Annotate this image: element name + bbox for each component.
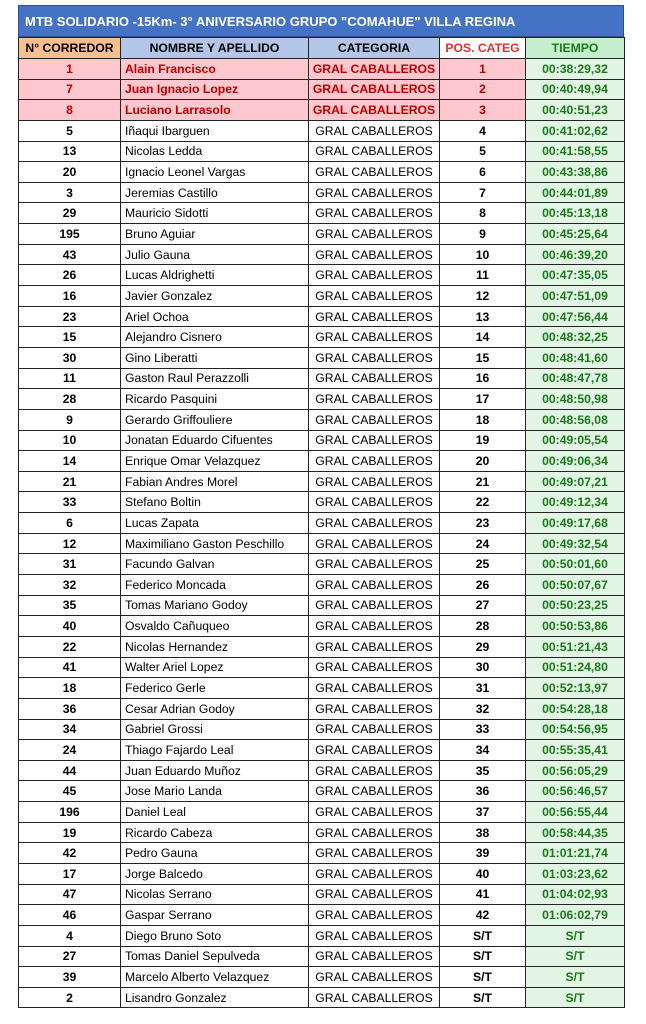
runner-number: 45	[19, 781, 121, 802]
runner-position: 18	[440, 409, 526, 430]
table-row	[19, 987, 625, 1008]
table-row	[19, 698, 625, 719]
runner-category: GRAL CABALLEROS	[309, 636, 440, 657]
runner-position: 39	[440, 843, 526, 864]
table-row	[19, 430, 625, 451]
runner-name: Nicolas Ledda	[121, 141, 309, 162]
runner-time: 00:56:05,29	[526, 760, 625, 781]
table-row	[19, 451, 625, 472]
runner-category: GRAL CABALLEROS	[309, 224, 440, 245]
runner-category: GRAL CABALLEROS	[309, 492, 440, 513]
runner-time: 00:49:05,54	[526, 430, 625, 451]
runner-time: 00:52:13,97	[526, 678, 625, 699]
runner-number: 46	[19, 905, 121, 926]
runner-number: 40	[19, 616, 121, 637]
table-row	[19, 162, 625, 183]
runner-time: 00:43:38,86	[526, 162, 625, 183]
runner-position: 4	[440, 120, 526, 141]
runner-category: GRAL CABALLEROS	[309, 884, 440, 905]
runner-time: 00:44:01,89	[526, 182, 625, 203]
runner-position: 19	[440, 430, 526, 451]
header-category: CATEGORIA	[309, 38, 440, 59]
runner-name: Gabriel Grossi	[121, 719, 309, 740]
runner-time: 00:40:51,23	[526, 100, 625, 121]
runner-number: 31	[19, 554, 121, 575]
runner-name: Julio Gauna	[121, 244, 309, 265]
runner-name: Lisandro Gonzalez	[121, 987, 309, 1008]
runner-time: 01:04:02,93	[526, 884, 625, 905]
runner-name: Bruno Aguiar	[121, 224, 309, 245]
runner-position: 22	[440, 492, 526, 513]
runner-position: 14	[440, 327, 526, 348]
runner-name: Alejandro Cisnero	[121, 327, 309, 348]
runner-category: GRAL CABALLEROS	[309, 162, 440, 183]
runner-number: 23	[19, 306, 121, 327]
runner-number: 33	[19, 492, 121, 513]
runner-category: GRAL CABALLEROS	[309, 327, 440, 348]
runner-name: Juan Eduardo Muñoz	[121, 760, 309, 781]
runner-number: 44	[19, 760, 121, 781]
runner-number: 36	[19, 698, 121, 719]
runner-time: 00:49:12,34	[526, 492, 625, 513]
runner-name: Ariel Ochoa	[121, 306, 309, 327]
runner-name: Gerardo Griffouliere	[121, 409, 309, 430]
table-row	[19, 533, 625, 554]
runner-category: GRAL CABALLEROS	[309, 59, 440, 80]
runner-name: Gino Liberatti	[121, 347, 309, 368]
runner-name: Federico Gerle	[121, 678, 309, 699]
runner-number: 2	[19, 987, 121, 1008]
runner-name: Tomas Daniel Sepulveda	[121, 946, 309, 967]
runner-position: 20	[440, 451, 526, 472]
table-row	[19, 946, 625, 967]
table-row	[19, 967, 625, 988]
runner-number: 3	[19, 182, 121, 203]
header-position: POS. CATEG	[440, 38, 526, 59]
runner-name: Jeremias Castillo	[121, 182, 309, 203]
results-table	[18, 37, 625, 1008]
runner-name: Ignacio Leonel Vargas	[121, 162, 309, 183]
table-row	[19, 141, 625, 162]
header-name: NOMBRE Y APELLIDO	[121, 38, 309, 59]
table-row	[19, 224, 625, 245]
runner-number: 43	[19, 244, 121, 265]
runner-category: GRAL CABALLEROS	[309, 347, 440, 368]
runner-time: 00:50:23,25	[526, 595, 625, 616]
runner-category: GRAL CABALLEROS	[309, 368, 440, 389]
runner-name: Stefano Boltin	[121, 492, 309, 513]
runner-number: 7	[19, 79, 121, 100]
runner-time: 00:38:29,32	[526, 59, 625, 80]
runner-name: Nicolas Hernandez	[121, 636, 309, 657]
runner-name: Alain Francisco	[121, 59, 309, 80]
runner-position: 3	[440, 100, 526, 121]
runner-time: 00:49:17,68	[526, 513, 625, 534]
table-row	[19, 327, 625, 348]
table-row	[19, 389, 625, 410]
runner-category: GRAL CABALLEROS	[309, 822, 440, 843]
runner-number: 8	[19, 100, 121, 121]
runner-category: GRAL CABALLEROS	[309, 575, 440, 596]
runner-name: Jose Mario Landa	[121, 781, 309, 802]
table-row	[19, 843, 625, 864]
runner-name: Ricardo Cabeza	[121, 822, 309, 843]
header-time: TIEMPO	[526, 38, 625, 59]
runner-number: 22	[19, 636, 121, 657]
runner-category: GRAL CABALLEROS	[309, 409, 440, 430]
runner-time: 00:51:24,80	[526, 657, 625, 678]
runner-category: GRAL CABALLEROS	[309, 120, 440, 141]
runner-time: 00:47:51,09	[526, 286, 625, 307]
runner-position: 42	[440, 905, 526, 926]
runner-time: 00:48:41,60	[526, 347, 625, 368]
runner-position: 15	[440, 347, 526, 368]
runner-time: 00:49:07,21	[526, 471, 625, 492]
runner-category: GRAL CABALLEROS	[309, 182, 440, 203]
runner-category: GRAL CABALLEROS	[309, 760, 440, 781]
table-row	[19, 760, 625, 781]
runner-name: Iñaqui Ibarguen	[121, 120, 309, 141]
runner-category: GRAL CABALLEROS	[309, 595, 440, 616]
runner-category: GRAL CABALLEROS	[309, 451, 440, 472]
table-row	[19, 347, 625, 368]
runner-time: 00:54:28,18	[526, 698, 625, 719]
results-sheet	[18, 5, 624, 1008]
runner-category: GRAL CABALLEROS	[309, 79, 440, 100]
runner-time: 00:47:35,05	[526, 265, 625, 286]
runner-number: 21	[19, 471, 121, 492]
runner-time: 00:41:58,55	[526, 141, 625, 162]
runner-number: 29	[19, 203, 121, 224]
runner-position: 36	[440, 781, 526, 802]
runner-number: 18	[19, 678, 121, 699]
table-row	[19, 863, 625, 884]
runner-position: 16	[440, 368, 526, 389]
runner-time: 00:58:44,35	[526, 822, 625, 843]
runner-time: S/T	[526, 967, 625, 988]
table-row	[19, 471, 625, 492]
runner-name: Fabian Andres Morel	[121, 471, 309, 492]
table-row	[19, 575, 625, 596]
table-row	[19, 513, 625, 534]
table-row	[19, 492, 625, 513]
runner-position: 17	[440, 389, 526, 410]
runner-time: S/T	[526, 946, 625, 967]
runner-name: Luciano Larrasolo	[121, 100, 309, 121]
runner-time: 00:55:35,41	[526, 740, 625, 761]
runner-name: Diego Bruno Soto	[121, 925, 309, 946]
runner-category: GRAL CABALLEROS	[309, 925, 440, 946]
runner-number: 24	[19, 740, 121, 761]
runner-category: GRAL CABALLEROS	[309, 698, 440, 719]
runner-number: 12	[19, 533, 121, 554]
runner-category: GRAL CABALLEROS	[309, 203, 440, 224]
runner-name: Mauricio Sidotti	[121, 203, 309, 224]
runner-number: 16	[19, 286, 121, 307]
runner-time: 00:50:07,67	[526, 575, 625, 596]
runner-position: 11	[440, 265, 526, 286]
table-row	[19, 182, 625, 203]
runner-name: Jonatan Eduardo Cifuentes	[121, 430, 309, 451]
runner-number: 26	[19, 265, 121, 286]
table-row	[19, 265, 625, 286]
runner-position: 40	[440, 863, 526, 884]
table-row	[19, 905, 625, 926]
runner-time: 00:45:25,64	[526, 224, 625, 245]
runner-number: 20	[19, 162, 121, 183]
runner-position: 37	[440, 802, 526, 823]
runner-number: 15	[19, 327, 121, 348]
runner-category: GRAL CABALLEROS	[309, 802, 440, 823]
runner-position: 32	[440, 698, 526, 719]
runner-time: 01:06:02,79	[526, 905, 625, 926]
table-row	[19, 286, 625, 307]
runner-category: GRAL CABALLEROS	[309, 740, 440, 761]
runner-category: GRAL CABALLEROS	[309, 306, 440, 327]
runner-category: GRAL CABALLEROS	[309, 100, 440, 121]
runner-time: 00:48:47,78	[526, 368, 625, 389]
runner-category: GRAL CABALLEROS	[309, 657, 440, 678]
runner-position: S/T	[440, 967, 526, 988]
runner-category: GRAL CABALLEROS	[309, 554, 440, 575]
runner-time: 00:49:06,34	[526, 451, 625, 472]
runner-name: Thiago Fajardo Leal	[121, 740, 309, 761]
runner-time: 00:48:56,08	[526, 409, 625, 430]
runner-name: Marcelo Alberto Velazquez	[121, 967, 309, 988]
table-row	[19, 306, 625, 327]
runner-time: 00:51:21,43	[526, 636, 625, 657]
runner-position: 10	[440, 244, 526, 265]
runner-position: S/T	[440, 925, 526, 946]
runner-category: GRAL CABALLEROS	[309, 389, 440, 410]
runner-position: 29	[440, 636, 526, 657]
runner-number: 10	[19, 430, 121, 451]
runner-number: 39	[19, 967, 121, 988]
runner-category: GRAL CABALLEROS	[309, 513, 440, 534]
runner-name: Lucas Aldrighetti	[121, 265, 309, 286]
header-row	[19, 38, 625, 59]
runner-position: 23	[440, 513, 526, 534]
runner-number: 6	[19, 513, 121, 534]
runner-position: 31	[440, 678, 526, 699]
runner-name: Gaspar Serrano	[121, 905, 309, 926]
runner-name: Osvaldo Cañuqueo	[121, 616, 309, 637]
table-row	[19, 203, 625, 224]
runner-position: 33	[440, 719, 526, 740]
runner-time: 00:50:53,86	[526, 616, 625, 637]
table-row	[19, 409, 625, 430]
runner-position: S/T	[440, 987, 526, 1008]
runner-number: 9	[19, 409, 121, 430]
runner-position: S/T	[440, 946, 526, 967]
runner-number: 30	[19, 347, 121, 368]
runner-time: 00:47:56,44	[526, 306, 625, 327]
runner-category: GRAL CABALLEROS	[309, 616, 440, 637]
runner-name: Javier Gonzalez	[121, 286, 309, 307]
runner-number: 11	[19, 368, 121, 389]
runner-position: 12	[440, 286, 526, 307]
table-row	[19, 781, 625, 802]
runner-category: GRAL CABALLEROS	[309, 781, 440, 802]
runner-time: 00:41:02,62	[526, 120, 625, 141]
table-row	[19, 616, 625, 637]
runner-number: 19	[19, 822, 121, 843]
runner-number: 27	[19, 946, 121, 967]
runner-position: 5	[440, 141, 526, 162]
runner-time: 01:03:23,62	[526, 863, 625, 884]
runner-position: 2	[440, 79, 526, 100]
runner-number: 13	[19, 141, 121, 162]
runner-position: 21	[440, 471, 526, 492]
runner-number: 35	[19, 595, 121, 616]
results-body	[19, 59, 625, 1008]
runner-category: GRAL CABALLEROS	[309, 286, 440, 307]
runner-time: 00:49:32,54	[526, 533, 625, 554]
runner-category: GRAL CABALLEROS	[309, 141, 440, 162]
runner-position: 27	[440, 595, 526, 616]
runner-time: 00:56:55,44	[526, 802, 625, 823]
table-row	[19, 636, 625, 657]
runner-time: 00:48:32,25	[526, 327, 625, 348]
table-row	[19, 120, 625, 141]
runner-time: 00:40:49,94	[526, 79, 625, 100]
runner-category: GRAL CABALLEROS	[309, 430, 440, 451]
runner-position: 9	[440, 224, 526, 245]
runner-name: Maximiliano Gaston Peschillo	[121, 533, 309, 554]
runner-time: 00:48:50,98	[526, 389, 625, 410]
runner-name: Gaston Raul Perazzolli	[121, 368, 309, 389]
runner-time: 01:01:21,74	[526, 843, 625, 864]
runner-number: 41	[19, 657, 121, 678]
runner-category: GRAL CABALLEROS	[309, 533, 440, 554]
runner-number: 5	[19, 120, 121, 141]
runner-name: Pedro Gauna	[121, 843, 309, 864]
runner-position: 8	[440, 203, 526, 224]
runner-number: 14	[19, 451, 121, 472]
runner-category: GRAL CABALLEROS	[309, 863, 440, 884]
runner-position: 38	[440, 822, 526, 843]
table-row	[19, 368, 625, 389]
runner-category: GRAL CABALLEROS	[309, 905, 440, 926]
runner-category: GRAL CABALLEROS	[309, 987, 440, 1008]
runner-time: 00:54:56,95	[526, 719, 625, 740]
runner-number: 196	[19, 802, 121, 823]
sheet-title: MTB SOLIDARIO -15Km- 3° ANIVERSARIO GRUPO "COMAHUE" VILLA REGINA	[18, 5, 624, 37]
table-row	[19, 59, 625, 80]
runner-name: Jorge Balcedo	[121, 863, 309, 884]
runner-category: GRAL CABALLEROS	[309, 265, 440, 286]
runner-position: 13	[440, 306, 526, 327]
runner-name: Walter Ariel Lopez	[121, 657, 309, 678]
runner-position: 35	[440, 760, 526, 781]
runner-position: 41	[440, 884, 526, 905]
runner-name: Cesar Adrian Godoy	[121, 698, 309, 719]
runner-position: 26	[440, 575, 526, 596]
runner-number: 47	[19, 884, 121, 905]
table-row	[19, 100, 625, 121]
table-row	[19, 802, 625, 823]
runner-position: 24	[440, 533, 526, 554]
runner-name: Facundo Galvan	[121, 554, 309, 575]
runner-number: 34	[19, 719, 121, 740]
runner-category: GRAL CABALLEROS	[309, 719, 440, 740]
runner-time: S/T	[526, 987, 625, 1008]
table-row	[19, 657, 625, 678]
header-number: N° CORREDOR	[19, 38, 121, 59]
table-row	[19, 884, 625, 905]
runner-position: 34	[440, 740, 526, 761]
table-row	[19, 740, 625, 761]
runner-name: Federico Moncada	[121, 575, 309, 596]
runner-name: Lucas Zapata	[121, 513, 309, 534]
table-row	[19, 79, 625, 100]
runner-number: 17	[19, 863, 121, 884]
table-row	[19, 678, 625, 699]
runner-name: Juan Ignacio Lopez	[121, 79, 309, 100]
runner-number: 32	[19, 575, 121, 596]
runner-category: GRAL CABALLEROS	[309, 244, 440, 265]
runner-position: 28	[440, 616, 526, 637]
runner-position: 6	[440, 162, 526, 183]
runner-name: Ricardo Pasquini	[121, 389, 309, 410]
table-row	[19, 595, 625, 616]
runner-position: 7	[440, 182, 526, 203]
runner-number: 28	[19, 389, 121, 410]
runner-category: GRAL CABALLEROS	[309, 678, 440, 699]
runner-position: 1	[440, 59, 526, 80]
table-row	[19, 925, 625, 946]
runner-time: 00:46:39,20	[526, 244, 625, 265]
runner-number: 42	[19, 843, 121, 864]
runner-time: 00:50:01,60	[526, 554, 625, 575]
runner-number: 195	[19, 224, 121, 245]
table-row	[19, 822, 625, 843]
runner-name: Tomas Mariano Godoy	[121, 595, 309, 616]
table-row	[19, 244, 625, 265]
runner-category: GRAL CABALLEROS	[309, 471, 440, 492]
runner-number: 4	[19, 925, 121, 946]
runner-number: 1	[19, 59, 121, 80]
table-row	[19, 719, 625, 740]
runner-time: 00:45:13,18	[526, 203, 625, 224]
runner-name: Daniel Leal	[121, 802, 309, 823]
runner-time: S/T	[526, 925, 625, 946]
runner-position: 30	[440, 657, 526, 678]
runner-time: 00:56:46,57	[526, 781, 625, 802]
runner-name: Nicolas Serrano	[121, 884, 309, 905]
runner-category: GRAL CABALLEROS	[309, 843, 440, 864]
runner-category: GRAL CABALLEROS	[309, 946, 440, 967]
table-row	[19, 554, 625, 575]
runner-position: 25	[440, 554, 526, 575]
runner-category: GRAL CABALLEROS	[309, 967, 440, 988]
runner-name: Enrique Omar Velazquez	[121, 451, 309, 472]
